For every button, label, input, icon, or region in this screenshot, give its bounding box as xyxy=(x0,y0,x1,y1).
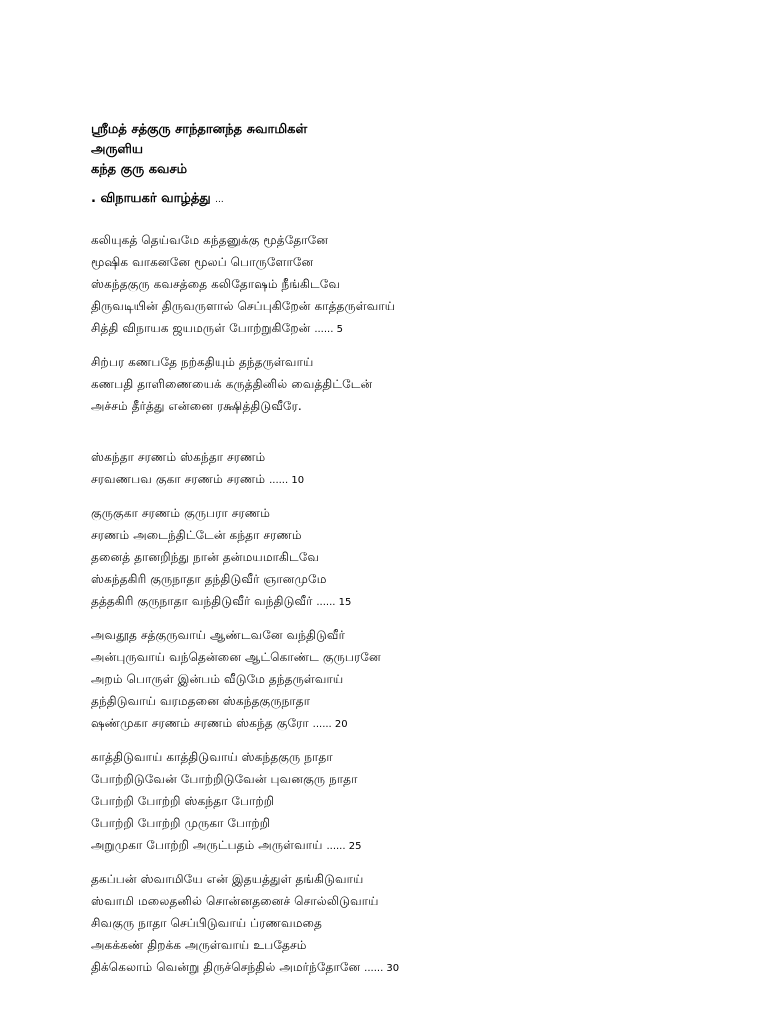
title-line-author: ஸ்ரீமத் சத்குரு சாந்தானந்த சுவாமிகள் xyxy=(91,122,308,137)
title-block xyxy=(91,120,731,180)
verse-text: அறம் பொருள் இன்பம் வீடுமே தந்தருள்வாய் xyxy=(91,672,344,686)
verse-line xyxy=(91,295,731,317)
verse-line xyxy=(91,446,731,468)
verse-line xyxy=(91,373,731,395)
stanza xyxy=(91,868,731,978)
verse-line xyxy=(91,768,731,790)
verse-number: ...... 20 xyxy=(312,719,348,730)
verse-text: போற்றி போற்றி முருகா போற்றி xyxy=(91,816,271,830)
verse-number: ...... 5 xyxy=(314,324,343,335)
verse-line xyxy=(91,251,731,273)
verse-text: போற்றிடுவேன் போற்றிடுவேன் புவனகுரு நாதா xyxy=(91,772,358,786)
stanza xyxy=(91,229,731,339)
verse-text: தனைத் தானறிந்து நான் தன்மயமாகிடவே xyxy=(91,550,320,564)
verse-text: ஸ்கந்தகிரி குருநாதா தந்திடுவீர் ஞானமுமே xyxy=(91,572,327,586)
verse-text: ஸ்கந்தகுரு கவசத்தை கலிதோஷம் நீங்கிடவே xyxy=(91,277,341,291)
verse-text: அன்புருவாய் வந்தென்னை ஆட்கொண்ட குருபரனே xyxy=(91,650,381,664)
verse-line xyxy=(91,890,731,912)
verse-text: கலியுகத் தெய்வமே கந்தனுக்கு மூத்தோனே xyxy=(91,233,329,247)
verse-text: அவதூத சத்குருவாய் ஆண்டவனே வந்திடுவீர் xyxy=(91,628,345,642)
verse-text: சரணம் அடைந்திட்டேன் கந்தா சரணம் xyxy=(91,528,302,542)
verse-line xyxy=(91,317,731,339)
verse-line xyxy=(91,502,731,524)
verse-body xyxy=(91,229,731,978)
verse-number: ...... 10 xyxy=(269,475,305,486)
verse-text: குருகுகா சரணம் குருபரா சரணம் xyxy=(91,506,271,520)
section-heading-text: . விநாயகர் வாழ்த்து xyxy=(91,191,211,206)
verse-line xyxy=(91,646,731,668)
stanza xyxy=(91,446,731,490)
verse-number: ...... 30 xyxy=(364,963,400,974)
verse-text: போற்றி போற்றி ஸ்கந்தா போற்றி xyxy=(91,794,275,808)
verse-number: ...... 25 xyxy=(326,841,362,852)
verse-text: தந்திடுவாய் வரமதனை ஸ்கந்தகுருநாதா xyxy=(91,694,311,708)
verse-number: ...... 15 xyxy=(316,597,352,608)
title-line-work: கந்த குரு கவசம் xyxy=(91,162,188,177)
verse-text: அகக்கண் திறக்க அருள்வாய் உபதேசம் xyxy=(91,938,307,952)
verse-text: ஸ்வாமி மலைதனில் சொன்னதனைச் சொல்லிடுவாய் xyxy=(91,894,379,908)
verse-text: சரவணபவ குகா சரணம் சரணம் xyxy=(91,472,270,486)
verse-line xyxy=(91,746,731,768)
stanza xyxy=(91,351,731,417)
verse-text: காத்திடுவாய் காத்திடுவாய் ஸ்கந்தகுரு நாதா xyxy=(91,750,333,764)
title-line-arulia: அருளிய xyxy=(91,142,144,157)
verse-line xyxy=(91,229,731,251)
verse-line xyxy=(91,956,731,978)
verse-text: சிவகுரு நாதா செப்பிடுவாய் ப்ரணவமதை xyxy=(91,916,322,930)
verse-line xyxy=(91,590,731,612)
verse-text: தத்தகிரி குருநாதா வந்திடுவீர் வந்திடுவீர் xyxy=(91,594,317,608)
verse-line xyxy=(91,868,731,890)
verse-line xyxy=(91,934,731,956)
verse-line xyxy=(91,568,731,590)
verse-text: அச்சம் தீர்த்து என்னை ரக்ஷித்திடுவீரே. xyxy=(91,399,302,413)
verse-text: தகப்பன் ஸ்வாமியே என் இதயத்துள் தங்கிடுவாய் xyxy=(91,872,364,886)
verse-text: சிற்பர கணபதே நற்கதியும் தந்தருள்வாய் xyxy=(91,355,314,369)
verse-text: மூஷிக வாகனனே மூலப் பொருளோனே xyxy=(91,255,314,269)
verse-text: சித்தி விநாயக ஜயமருள் போற்றுகிறேன் xyxy=(91,321,315,335)
verse-text: கணபதி தாளிணையைக் கருத்தினில் வைத்திட்டேன் xyxy=(91,377,373,391)
verse-line xyxy=(91,546,731,568)
verse-line xyxy=(91,912,731,934)
section-heading xyxy=(91,189,731,209)
verse-text: ஸ்கந்தா சரணம் ஸ்கந்தா சரணம் xyxy=(91,450,266,464)
stanza xyxy=(91,746,731,856)
verse-line xyxy=(91,524,731,546)
verse-line xyxy=(91,790,731,812)
verse-line xyxy=(91,690,731,712)
verse-line xyxy=(91,624,731,646)
section-heading-dots: ... xyxy=(215,195,224,205)
verse-line xyxy=(91,712,731,734)
verse-text: ஷண்முகா சரணம் சரணம் ஸ்கந்த குரோ xyxy=(91,716,313,730)
verse-text: திருவடியின் திருவருளால் செப்புகிறேன் காத்தருள்வாய் xyxy=(91,299,396,313)
verse-line xyxy=(91,812,731,834)
verse-line xyxy=(91,468,731,490)
verse-text: திக்கெலாம் வென்று திருச்செந்தில் அமர்ந்தோனே xyxy=(91,960,365,974)
stanza xyxy=(91,624,731,734)
verse-text: அறுமுகா போற்றி அருட்பதம் அருள்வாய் xyxy=(91,838,327,852)
verse-line xyxy=(91,273,731,295)
document-page xyxy=(91,120,731,978)
stanza xyxy=(91,502,731,612)
verse-line xyxy=(91,351,731,373)
verse-line xyxy=(91,395,731,417)
verse-line xyxy=(91,834,731,856)
verse-line xyxy=(91,668,731,690)
